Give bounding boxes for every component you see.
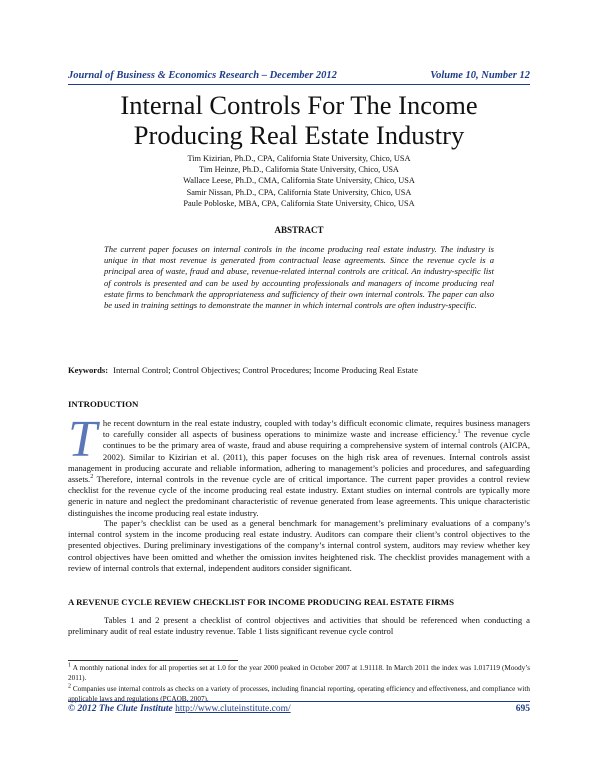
footnote-1 <box>68 664 530 683</box>
intro-p1-part-a: he recent downturn in the real estate industry, coupled with today’s difficult economic climate, requires business managers to carefully consider all aspects of business operations to minimize waste and increase efficiency. <box>102 418 530 440</box>
footnote-rule <box>68 660 238 661</box>
volume-number: Volume 10, Number 12 <box>430 70 530 81</box>
author-3: Wallace Leese, Ph.D., CMA, California State University, Chico, USA <box>183 176 415 186</box>
header-rule <box>68 84 530 85</box>
footnote-2-number: 2 <box>68 683 71 690</box>
intro-p1-part-c: Therefore, internal controls in the revenue cycle are of critical importance. The current paper provides a control review checklist for the revenue cycle of the income producing real estate industry. Extant studies on internal controls are typically more generic in nature and neglect the predominant characteristic of revenue generated from lease agreements. This unique characteristic distinguishes the income producing real estate industry. <box>68 474 530 518</box>
intro-heading: INTRODUCTION <box>68 399 139 409</box>
intro-paragraph-1 <box>68 411 530 519</box>
title-line-2: Producing Real Estate Industry <box>133 120 465 150</box>
footnote-1-text: A monthly national index for all properties set at 1.0 for the year 2000 peaked in October 2007 at 1.91118. In March 2011 the index was 1.017119 (Moody’s 2011). <box>68 664 530 682</box>
footnote-ref-1[interactable]: 1 <box>457 429 461 436</box>
abstract-text: The current paper focuses on internal controls in the income producing real estate industry. The industry is unique in that most revenue is generated from contractual lease agreements. Since the revenue cycle is a principal area of waste, fraud and abuse, revenue-related internal controls are critical. An industry-specific list of controls is presented and can be used by accounting professionals and managers of income producing real estate firms to benchmark the appropriateness and sufficiency of their own internal controls. The paper can also be used in training settings to demonstrate the manner in which internal controls are often industry-specific. <box>104 244 494 311</box>
keywords-label: Keywords: <box>68 365 109 375</box>
footer-rule <box>68 701 530 702</box>
author-1: Tim Kizirian, Ph.D., CPA, California State University, Chico, USA <box>187 154 411 163</box>
paper-title <box>68 90 530 150</box>
author-list <box>68 153 530 209</box>
intro-paragraph-2: The paper’s checklist can be used as a general benchmark for management’s preliminary evaluations of a company’s internal control system in the income producing real estate industry. Auditors can compare their client’s control objectives to the presented objectives. During preliminary investigations of the company’s internal control system, auditors may review whether key control objectives have been omitted and whether the omission invites heightened risk. The checklist provides management with a review of internal controls that external, independent auditors consider significant. <box>68 518 530 573</box>
page-number: 695 <box>515 704 530 714</box>
section-2-paragraph-1: Tables 1 and 2 present a checklist of control objectives and activities that should be referenced when conducting a preliminary audit of real estate industry revenue. Table 1 lists significant revenue cycle control <box>68 615 530 637</box>
footnote-ref-2[interactable]: 2 <box>90 474 94 481</box>
copyright-text: © 2012 The Clute Institute <box>68 704 173 714</box>
abstract-heading: ABSTRACT <box>274 225 324 235</box>
footnote-1-number: 1 <box>68 662 71 669</box>
keywords-text: Internal Control; Control Objectives; Control Procedures; Income Producing Real Estate <box>113 365 418 375</box>
author-2: Tim Heinze, Ph.D., California State University, Chico, USA <box>199 165 399 175</box>
keywords-line <box>68 365 530 375</box>
footnote-2-text: Companies use internal controls as checks on a variety of processes, including financial reporting, operating efficiency and effectiveness, and compliance with applicable laws and regulations (PCAOB, 2007). <box>68 685 530 703</box>
section-2-heading: A REVENUE CYCLE REVIEW CHECKLIST FOR INCOME PRODUCING REAL ESTATE FIRMS <box>68 597 454 607</box>
intro-p1-part-b: The revenue cycle continues to be the primary area of waste, fraud and abuse requiring a comprehensive system of internal controls (AICPA, 2002). Similar to Kizirian et al. (2011), this paper focuses on the high risk area of revenues. Internal controls assist management in producing accurate and reliable information, adhering to management’s policies and procedures, and safeguarding assets. <box>68 429 530 485</box>
title-line-1: Internal Controls For The Income <box>120 90 478 120</box>
running-header <box>68 70 530 81</box>
publisher-link[interactable]: http://www.cluteinstitute.com/ <box>175 704 291 714</box>
author-5: Paule Pobloske, MBA, CPA, California State University, Chico, USA <box>183 198 415 208</box>
drop-cap: T <box>68 411 97 468</box>
page-footer <box>68 704 530 714</box>
journal-name: Journal of Business & Economics Research – December 2012 <box>68 70 337 81</box>
author-4: Samir Nissan, Ph.D., CPA, California State University, Chico, USA <box>186 187 412 197</box>
footer-left <box>68 704 291 714</box>
